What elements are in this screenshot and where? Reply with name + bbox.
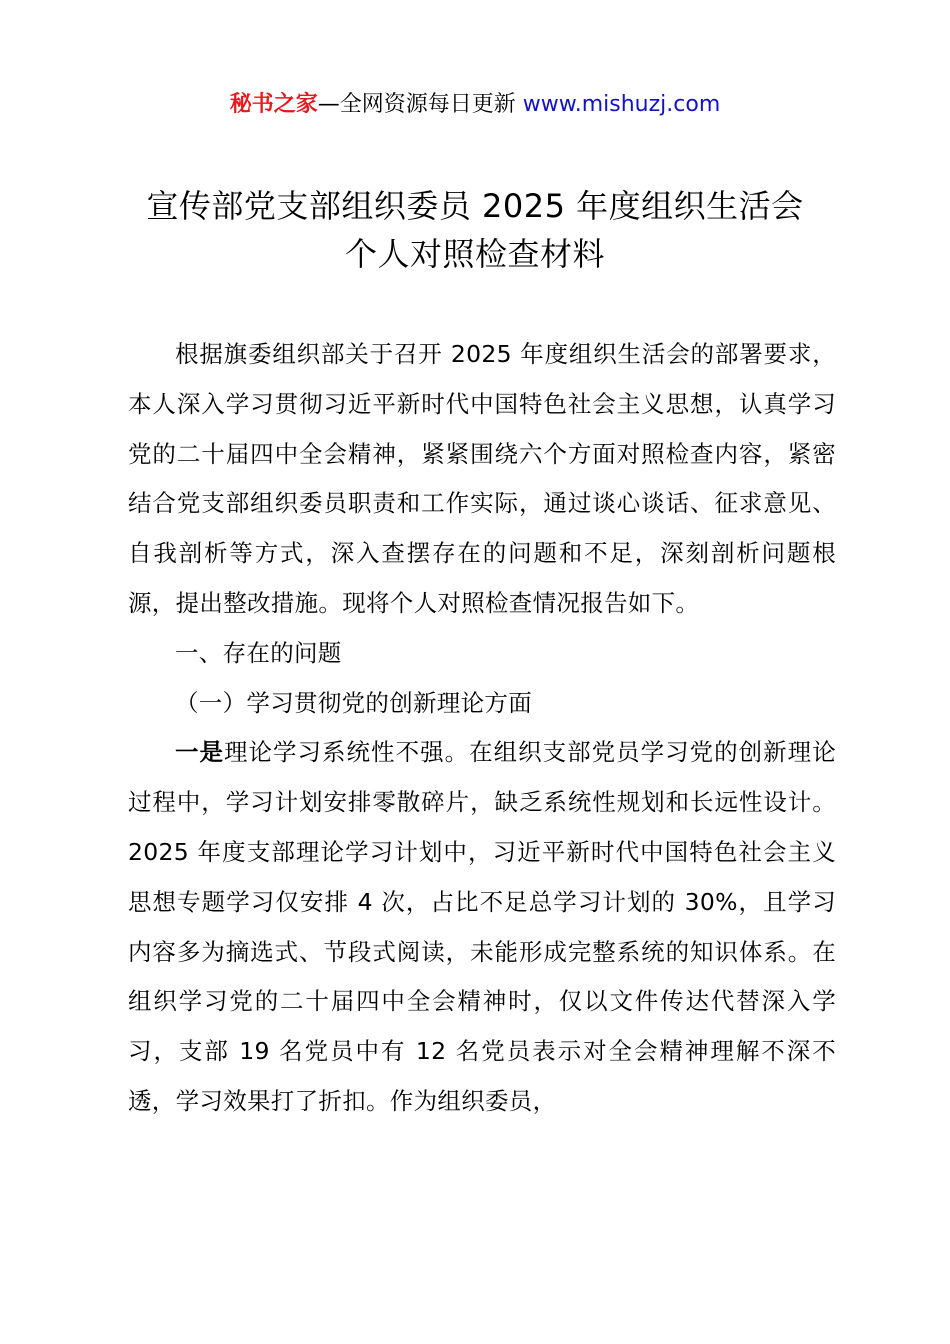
section-heading: 一、存在的问题 (175, 638, 342, 667)
header-tagline: —全网资源每日更新 (317, 92, 523, 117)
document-title (0, 182, 950, 278)
site-header (0, 88, 950, 122)
point-lead: 一是 (175, 738, 225, 767)
intro-paragraph: 根据旗委组织部关于召开 2025 年度组织生活会的部署要求，本人深入学习贯彻习近平新时代中国特色社会主义思想，认真学习党的二十届四中全会精神，紧紧围绕六个方面对照检查内容，紧密结合党支部组织委员职责和工作实际，通过谈心谈话、征求意见、自我剖析等方式，深入查摆存在的问题和不足，深刻剖析问题根源，提出整改措施。现将个人对照检查情况报告如下。 (128, 340, 836, 617)
point-text: 理论学习系统性不强。在组织支部党员学习党的创新理论过程中，学习计划安排零散碎片，缺乏系统性规划和长远性设计。2025 年度支部理论学习计划中，习近平新时代中国特色社会主义思想专题学习仅安排 4 次，占比不足总学习计划的 30%，且学习内容多为摘选式、节段式阅读，未能形成完整系统的知识体系。在组织学习党的二十届四中全会精神时，仅以文件传达代替深入学习，支部 19 名党员中有 12 名党员表示对全会精神理解不深不透，学习效果打了折扣。作为组织委员， (128, 738, 836, 1115)
title-line-2: 个人对照检查材料 (344, 235, 605, 273)
brand-name: 秘书之家 (229, 92, 318, 117)
point-paragraph (128, 728, 836, 1126)
document-body (128, 330, 836, 1127)
site-url-link[interactable]: www.mishuzj.com (522, 92, 721, 117)
subsection-heading: （一）学习贯彻党的创新理论方面 (175, 688, 532, 717)
title-line-1: 宣传部党支部组织委员 2025 年度组织生活会 (146, 187, 804, 225)
